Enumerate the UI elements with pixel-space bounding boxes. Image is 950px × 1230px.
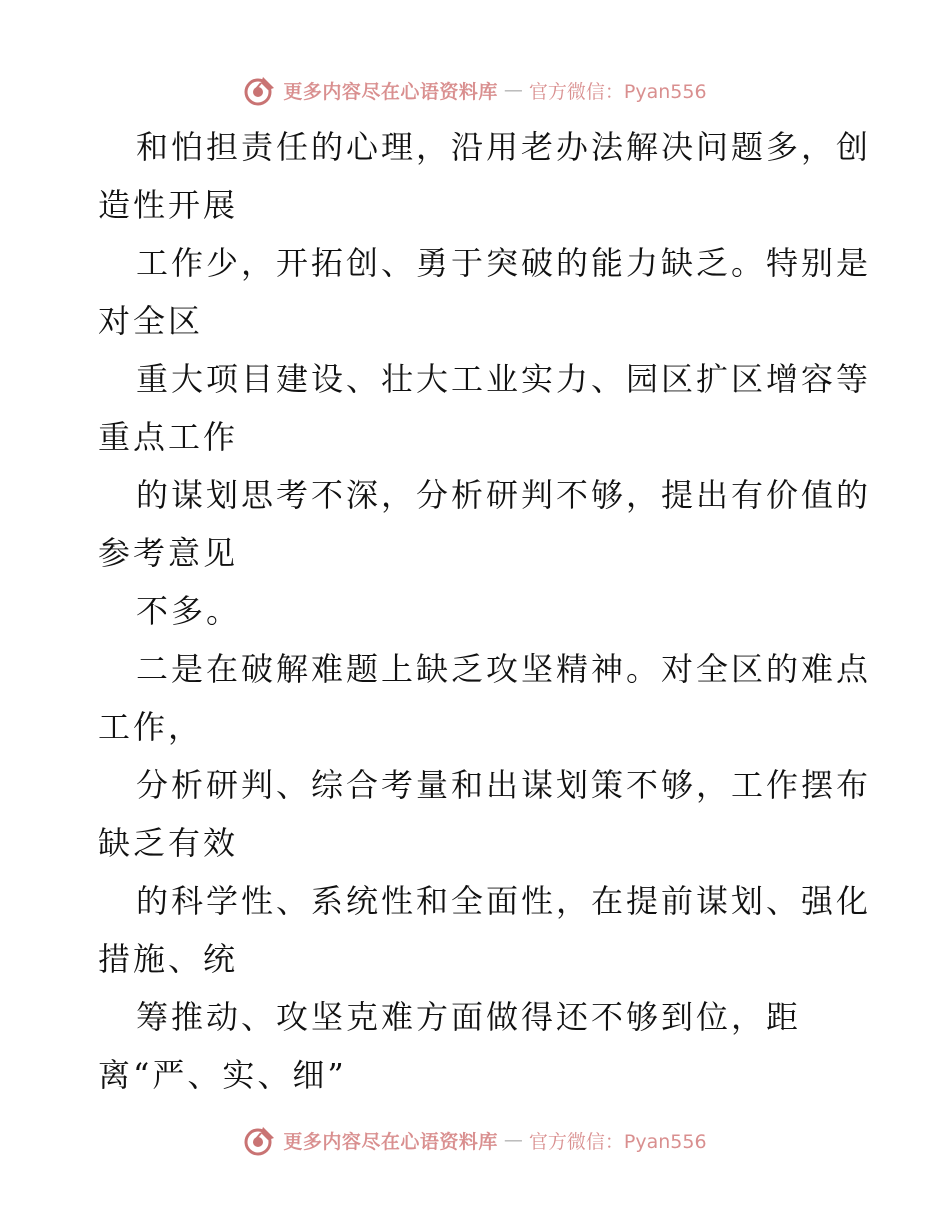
watermark-separator: — xyxy=(503,79,523,101)
footer-watermark xyxy=(0,1120,950,1160)
watermark-contact-text: 官方微信：Pyan556 xyxy=(528,1130,707,1153)
document-body xyxy=(98,118,872,1104)
watermark-brand-text: 更多内容尽在心语资料库 xyxy=(283,1130,498,1153)
body-line: 缺乏有效 xyxy=(98,824,239,862)
body-line: 的科学性、系统性和全面性，在提前谋划、强化 xyxy=(136,882,872,920)
body-line: 对全区 xyxy=(98,302,204,340)
body-line: 工作少，开拓创、勇于突破的能力缺乏。特别是 xyxy=(136,244,872,282)
body-line: 不多。 xyxy=(136,592,242,630)
body-line: 筹推动、攻坚克难方面做得还不够到位，距 xyxy=(136,998,802,1036)
body-line: 重点工作 xyxy=(98,418,239,456)
body-line: 二是在破解难题上缺乏攻坚精神。对全区的难点 xyxy=(136,650,872,688)
body-line: 造性开展 xyxy=(98,186,239,224)
body-line: 和怕担责任的心理，沿用老办法解决问题多，创 xyxy=(136,128,872,166)
watermark-separator: — xyxy=(503,1129,523,1151)
watermark-brand-text: 更多内容尽在心语资料库 xyxy=(283,80,498,103)
brand-logo-icon xyxy=(243,1123,277,1157)
body-line: 重大项目建设、壮大工业实力、园区扩区增容等 xyxy=(136,360,872,398)
body-line: 措施、统 xyxy=(98,940,239,978)
body-line: 的谋划思考不深，分析研判不够，提出有价值的 xyxy=(136,476,872,514)
body-line: 离“严、实、细” xyxy=(98,1056,347,1094)
body-line: 工作， xyxy=(98,708,204,746)
brand-logo-icon xyxy=(243,73,277,107)
body-line: 参考意见 xyxy=(98,534,239,572)
watermark-contact-text: 官方微信：Pyan556 xyxy=(528,80,707,103)
header-watermark xyxy=(0,70,950,110)
body-line: 分析研判、综合考量和出谋划策不够，工作摆布 xyxy=(136,766,872,804)
